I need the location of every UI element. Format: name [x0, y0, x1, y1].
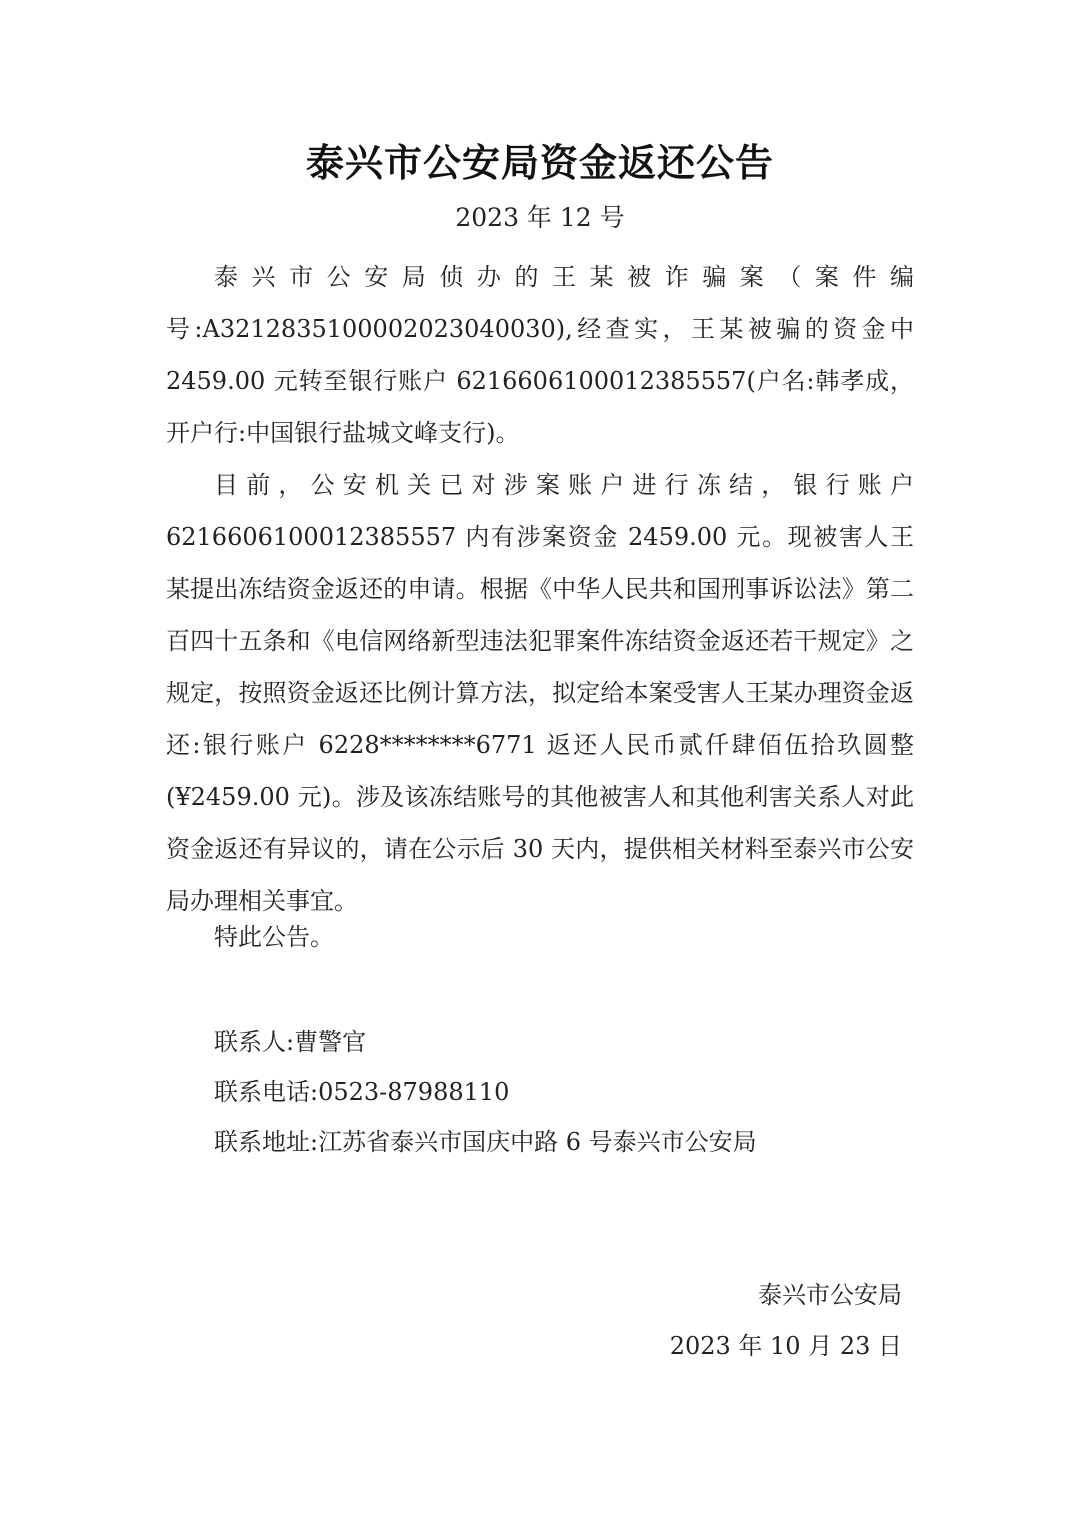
paragraph-closing	[166, 911, 914, 963]
paragraph-text: 特此公告。	[214, 923, 334, 951]
document-number: 2023 年 12 号	[455, 203, 625, 232]
paragraph-text: 泰兴市公安局侦办的王某被诈骗案（案件编号:A32128351000020230400​30),经查实，王某被骗的资金中 2459.00 元转至银行账户 6216606100012385557(户名:韩孝成，开户行:中国银行盐城文峰支行)。	[166, 263, 914, 447]
contact-phone: 联系电话:0523-87988110	[214, 1078, 510, 1106]
contact-person: 联系人:曹警官	[214, 1028, 367, 1056]
paragraph-text: 目前，公安机关已对涉案账户进行冻结，银行账户 6216606100012385557 内有涉案资金 2459.00 元。现被害人王某提出冻结资金返还的申请。根据《中华人民共和国刑事诉讼法》第二百四十五条和《电信网络新型违法犯罪案件冻结资金返还若干规定》之规定，按照资金返还比例计算方法，拟定给本案受害人王某办理资金返还:银行账户 6228********6771 返还人民币贰仟肆佰伍拾玖圆整(¥2459.00 元)。涉及该冻结账号的其他被害人和其他利害关系人对此资金返还有异议的，请在公示后 30 天内，提供相关材料至泰兴市公安局办理相关事宜。	[166, 471, 914, 915]
issue-date: 2023 年 10 月 23 日	[669, 1332, 902, 1360]
paragraph-case-details	[166, 251, 914, 459]
paragraph-refund-decision	[166, 459, 914, 927]
contact-address: 联系地址:江苏省泰兴市国庆中路 6 号泰兴市公安局	[214, 1128, 757, 1156]
issuer-signature: 泰兴市公安局	[758, 1281, 902, 1309]
page-title: 泰兴市公安局资金返还公告	[305, 141, 774, 185]
